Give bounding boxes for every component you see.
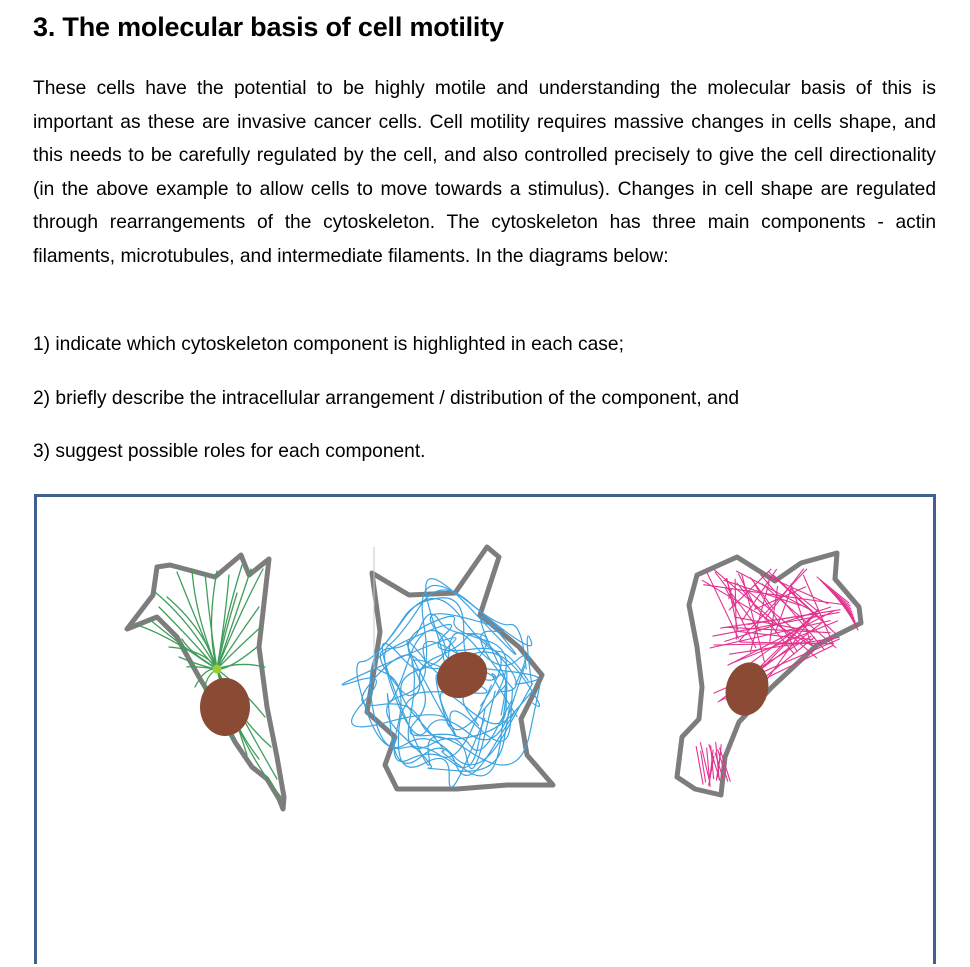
question-item-2: 2) briefly describe the intracellular arrangement / distribution of the component, and (33, 388, 740, 409)
actin-cell (677, 553, 861, 795)
cell-1-membrane (127, 555, 284, 809)
section-heading: 3. The molecular basis of cell motility (33, 12, 504, 42)
intermediate-filament-cell (342, 547, 553, 789)
cell-1-nucleus (200, 678, 250, 736)
microtubule-cell (127, 555, 284, 809)
cytoskeleton-diagrams (37, 497, 933, 967)
question-item-1: 1) indicate which cytoskeleton component is highlighted in each case; (33, 334, 624, 355)
diagram-figure-box (34, 494, 936, 964)
centrosome (213, 665, 222, 674)
intro-paragraph: These cells have the potential to be highly motile and understanding the molecular basis of this is important as these are invasive cancer cells. Cell motility requires massive changes in cells shape, and this needs to be carefully regulated by the cell, and also controlled precisely to give the cell directionality (in the above example to allow cells to move towards a stimulus). Changes in cell shape are regulated through rearrangements of the cytoskeleton. The cytoskeleton has three main components - actin filaments, microtubules, and intermediate filaments. In the diagrams below: (33, 78, 936, 267)
question-item-3: 3) suggest possible roles for each component. (33, 441, 426, 462)
